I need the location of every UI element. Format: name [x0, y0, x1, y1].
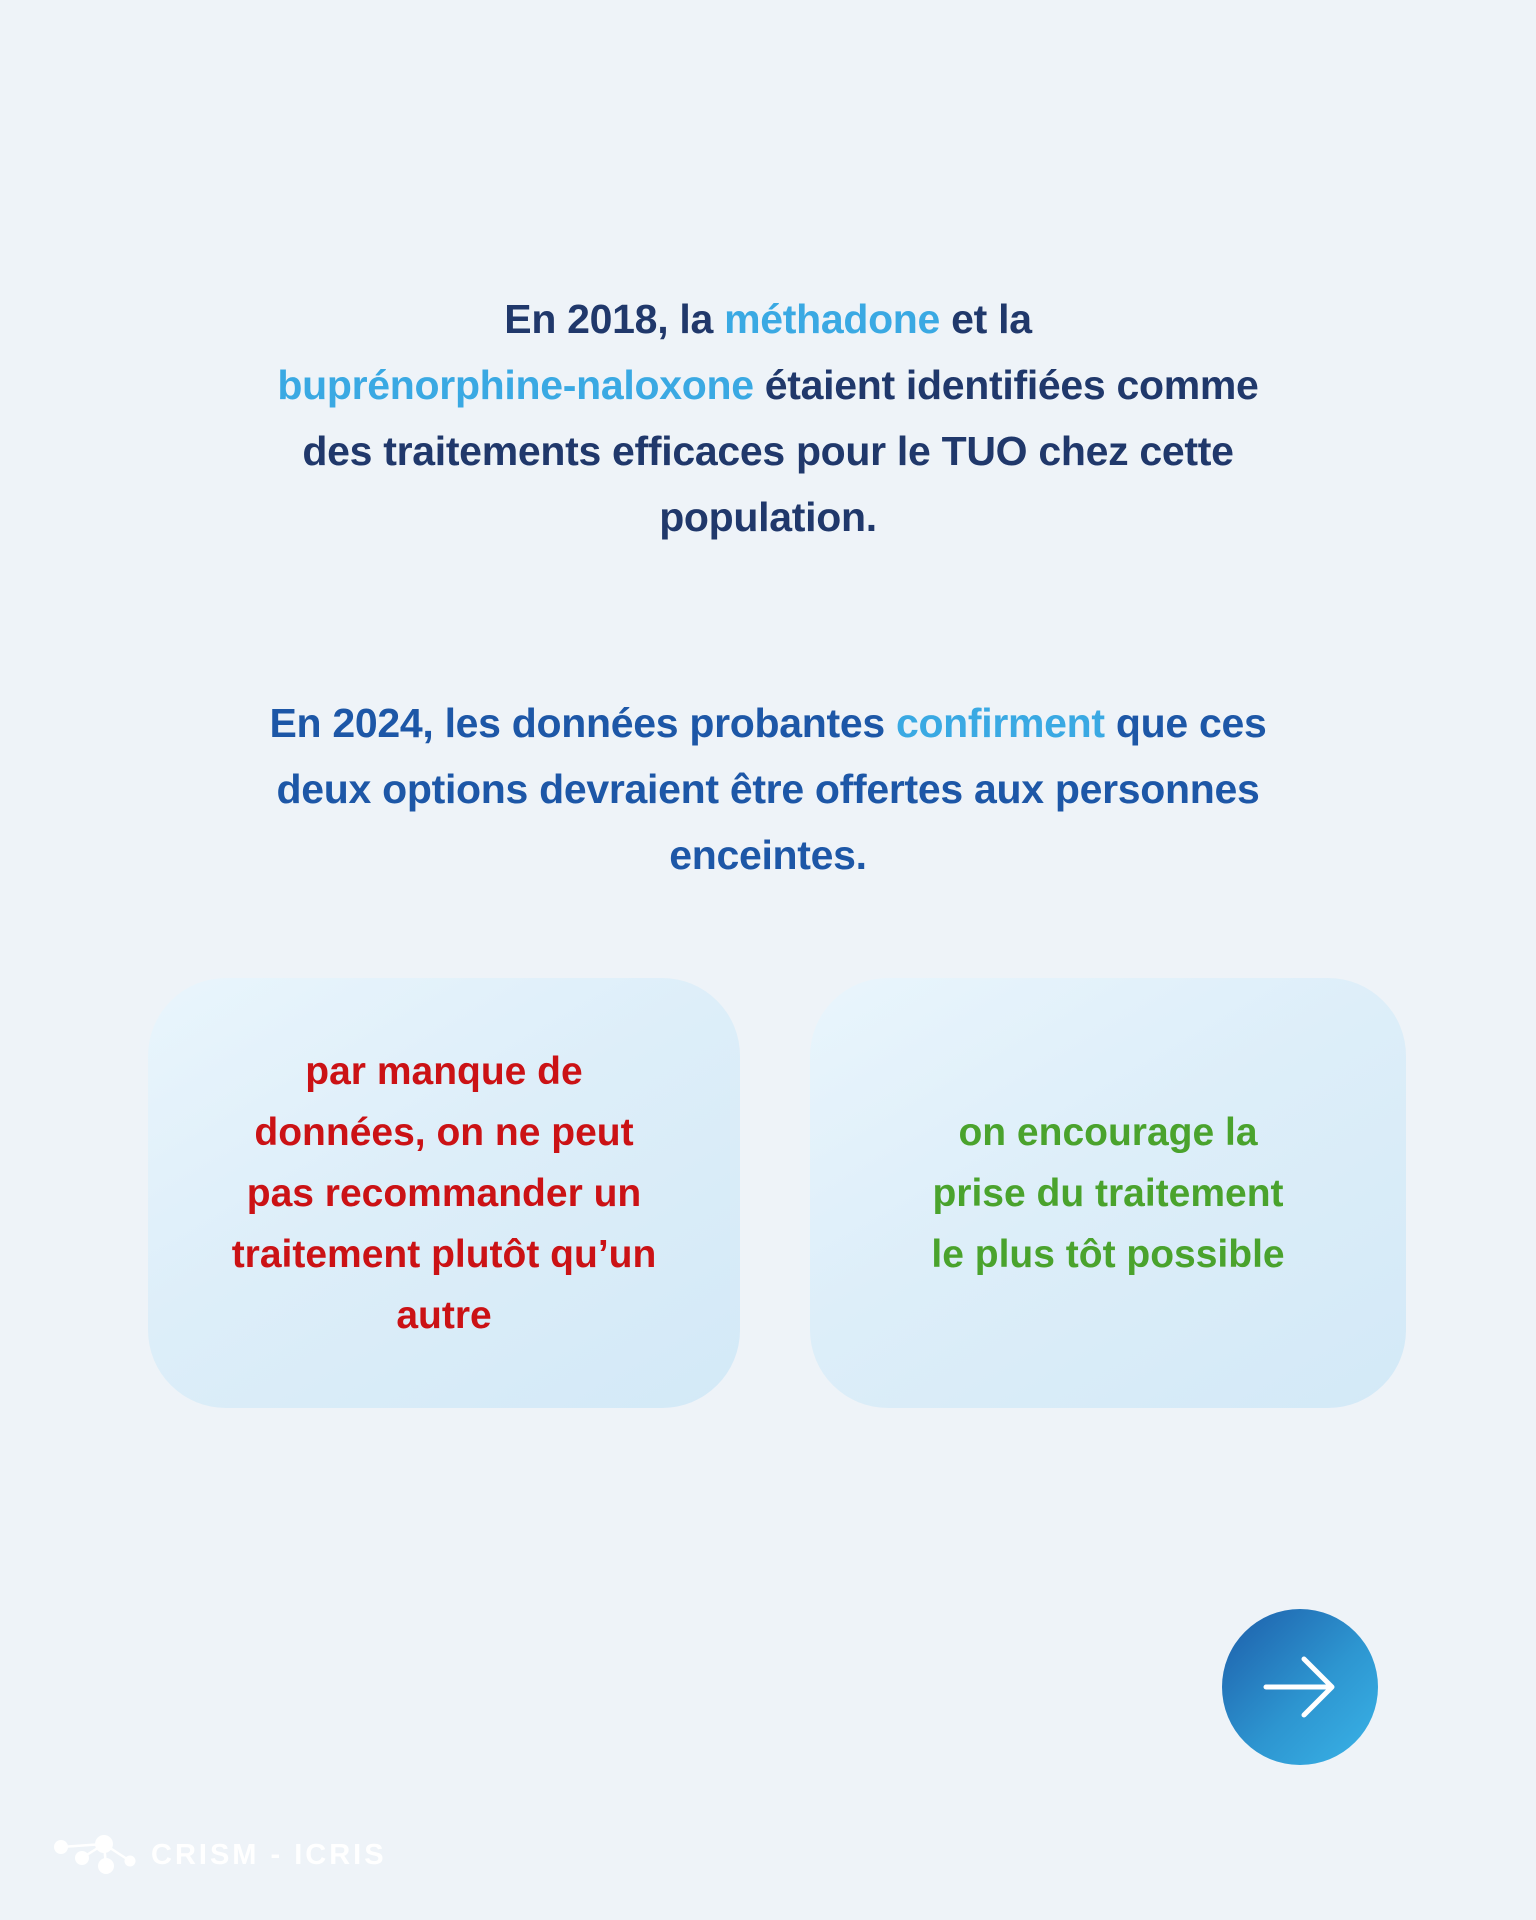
text-segment: En 2018, la [504, 296, 725, 342]
card-no-recommendation-text [232, 1041, 657, 1346]
text-segment: population. [659, 494, 877, 540]
text-segment: étaient identifiées comme [753, 362, 1259, 408]
paragraph-line [0, 418, 1536, 484]
paragraph-line [0, 352, 1536, 418]
next-button[interactable] [1222, 1609, 1378, 1765]
paragraph-line [0, 822, 1536, 888]
paragraph-line [0, 756, 1536, 822]
card-line: le plus tôt possible [931, 1232, 1285, 1276]
card-line: données, on ne peut [254, 1110, 634, 1154]
text-segment: des traitements efficaces pour le TUO chez cette [302, 428, 1234, 474]
card-line: prise du traitement [932, 1171, 1284, 1215]
card-early-treatment [810, 978, 1406, 1408]
highlight-methadone: méthadone [724, 296, 941, 342]
intro-2018-paragraph [0, 286, 1536, 550]
logo-text: CRISM - ICRIS [151, 1839, 387, 1871]
paragraph-line [0, 286, 1536, 352]
text-segment: En 2024, les données probantes [269, 700, 896, 746]
card-line: on encourage la [958, 1110, 1258, 1154]
update-2024-paragraph [0, 690, 1536, 888]
card-line: pas recommander un [246, 1171, 642, 1215]
card-line: autre [396, 1293, 492, 1337]
card-no-recommendation [148, 978, 740, 1408]
highlight-confirment: confirment [895, 700, 1105, 746]
text-segment: enceintes. [669, 832, 867, 878]
highlight-buprenorphine-naloxone: buprénorphine-naloxone [277, 362, 754, 408]
crism-logo [54, 1834, 387, 1876]
card-line: traitement plutôt qu’un [231, 1232, 657, 1276]
paragraph-line [0, 690, 1536, 756]
text-segment: deux options devraient être offertes aux personnes [276, 766, 1260, 812]
text-segment: que ces [1104, 700, 1267, 746]
card-early-treatment-text [931, 1102, 1284, 1285]
arrow-right-icon [1222, 1609, 1378, 1765]
paragraph-line [0, 484, 1536, 550]
text-segment: et la [940, 296, 1032, 342]
card-line: par manque de [305, 1049, 583, 1093]
network-icon [54, 1835, 138, 1875]
